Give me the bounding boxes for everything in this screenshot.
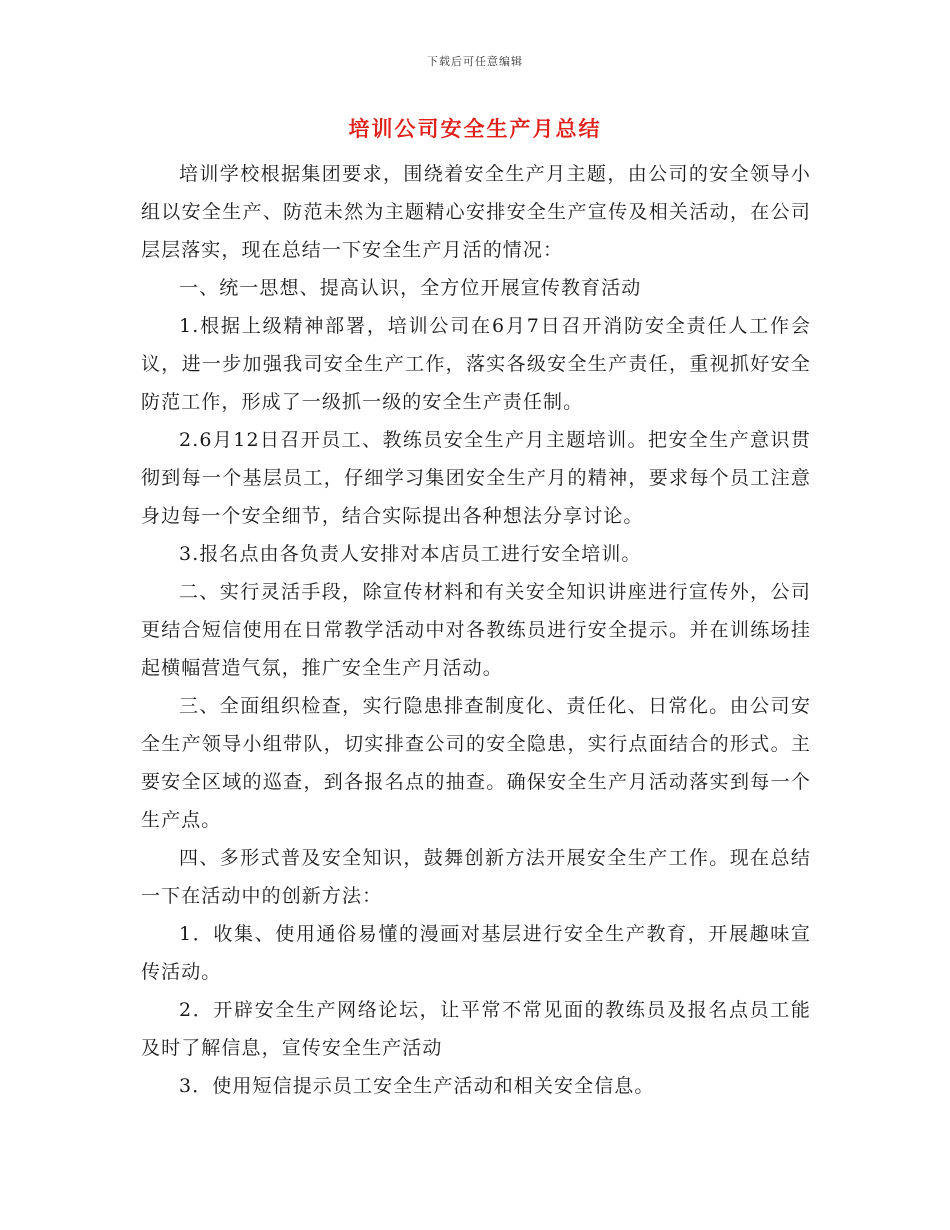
document-body [141,155,811,1105]
header-note: 下载后可任意编辑 [427,55,523,68]
paragraph-item-4-1: 1．收集、使用通俗易懂的漫画对基层进行安全生产教育，开展趣味宣传活动。 [141,923,811,983]
paragraph-item-4-2: 2．开辟安全生产网络论坛，让平常不常见面的教练员及报名点员工能及时了解信息，宣传安全生产活动 [141,999,811,1059]
page-title: 培训公司安全生产月总结 [348,116,602,141]
paragraph-item-4-3: 3．使用短信提示员工安全生产活动和相关安全信息。 [179,1075,655,1097]
paragraph-item-1-3: 3.报名点由各负责人安排对本店员工进行安全培训。 [179,543,642,565]
paragraph-item-1-2: 2.6月12日召开员工、教练员安全生产月主题培训。把安全生产意识贯彻到每一个基层员工，仔细学习集团安全生产月的精神，要求每个员工注意身边每一个安全细节，结合实际提出各种想法分享讨论。 [141,429,811,527]
paragraph-section-4: 四、多形式普及安全知识，鼓舞创新方法开展安全生产工作。现在总结一下在活动中的创新方法： [141,847,811,907]
paragraph-section-2: 二、实行灵活手段，除宣传材料和有关安全知识讲座进行宣传外，公司更结合短信使用在日常教学活动中对各教练员进行安全提示。并在训练场挂起横幅营造气氛，推广安全生产月活动。 [141,581,811,679]
paragraph-intro: 培训学校根据集团要求，围绕着安全生产月主题，由公司的安全领导小组以安全生产、防范未然为主题精心安排安全生产宣传及相关活动，在公司层层落实，现在总结一下安全生产月活的情况： [141,163,811,261]
paragraph-section-1-heading: 一、统一思想、提高认识，全方位开展宣传教育活动 [179,277,642,299]
paragraph-section-3: 三、全面组织检查，实行隐患排查制度化、责任化、日常化。由公司安全生产领导小组带队，切实排查公司的安全隐患，实行点面结合的形式。主要安全区域的巡查，到各报名点的抽查。确保安全生产月活动落实到每一个生产点。 [141,695,811,831]
paragraph-item-1-1: 1.根据上级精神部署，培训公司在6月7日召开消防安全责任人工作会议，进一步加强我司安全生产工作，落实各级安全生产责任，重视抓好安全防范工作，形成了一级抓一级的安全生产责任制。 [141,315,811,413]
